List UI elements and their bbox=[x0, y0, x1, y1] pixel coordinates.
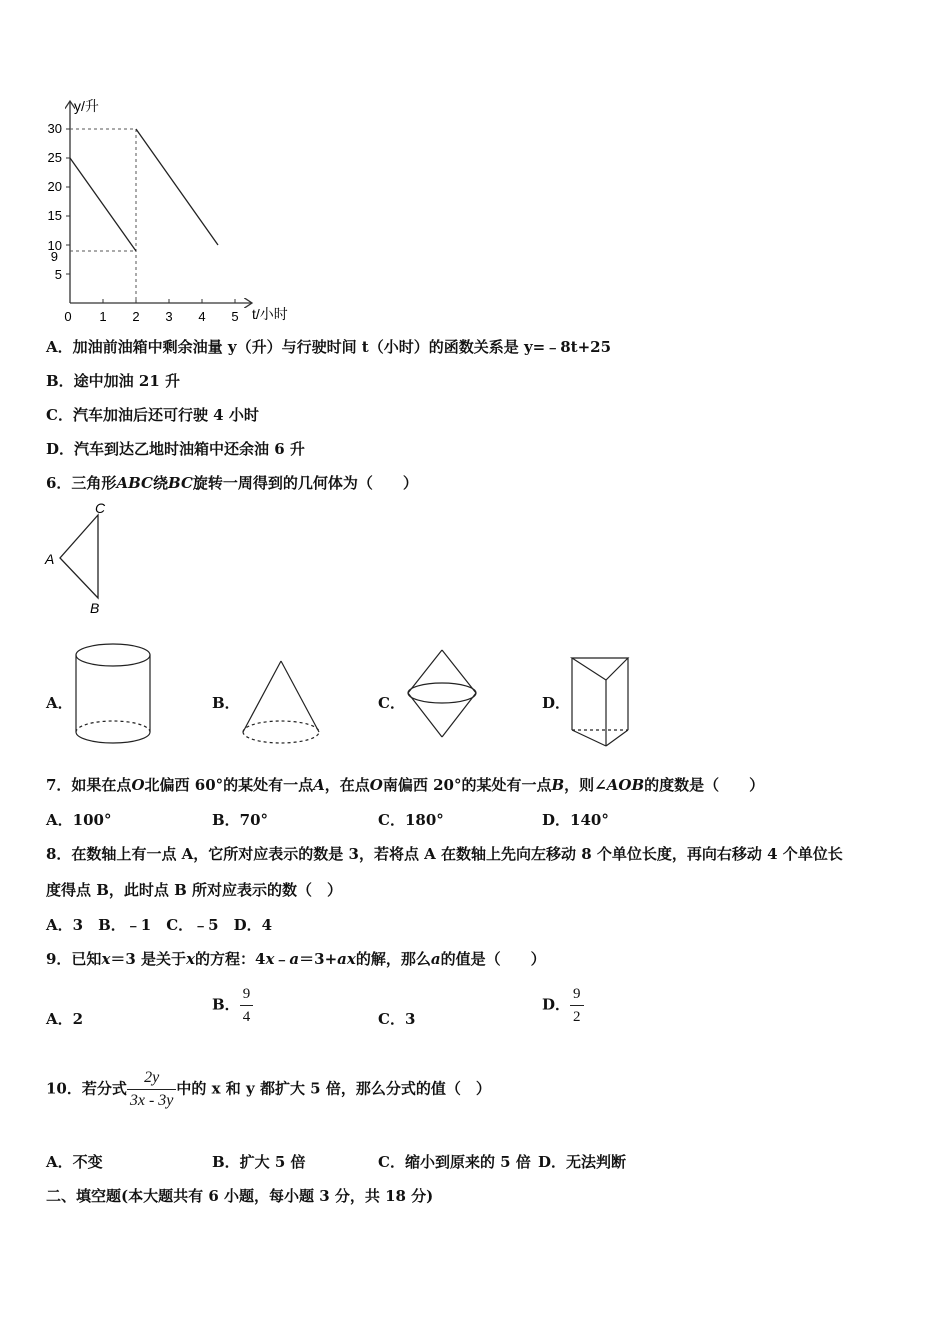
q9-stem: 9．已知x＝3 是关于x的方程：4x﹣a＝3+ax的解，那么a的值是（ ） bbox=[46, 950, 546, 968]
double-cone-figure bbox=[400, 645, 490, 745]
q9-option-c: C．3 bbox=[378, 1010, 416, 1028]
q6-option-a-label: A． bbox=[46, 694, 73, 712]
q10-stem: 10．若分式 $\frac{2y}{3x - 3y}$ 中的 x 和 y 都扩大 5 倍，那么分式的值（ ） bbox=[46, 1067, 491, 1112]
y-tick: 5 bbox=[54, 267, 62, 282]
q7-stem: 7．如果在点O北偏西 60°的某处有一点A，在点O南偏西 20°的某处有一点B，则∠AOB的度数是（ ） bbox=[46, 776, 765, 794]
x-tick: 1 bbox=[99, 309, 107, 324]
prism-figure bbox=[562, 648, 642, 758]
q6-stem: 6．三角形ABC绕BC旋转一周得到的几何体为（ ） bbox=[46, 474, 418, 492]
q10-option-a: A．不变 bbox=[46, 1153, 103, 1171]
q10-option-d: D．无法判断 bbox=[538, 1153, 627, 1171]
x-tick: 4 bbox=[198, 309, 206, 324]
q5-option-b: B．途中加油 21 升 bbox=[46, 372, 180, 390]
x-tick: 2 bbox=[132, 309, 140, 324]
q7-option-a: A．100° bbox=[46, 811, 112, 829]
q6-option-d-label: D． bbox=[542, 694, 571, 712]
segment-before-refuel bbox=[70, 158, 136, 251]
x-tick: 3 bbox=[165, 309, 173, 324]
x-tick: 5 bbox=[231, 309, 239, 324]
q5-option-c: C．汽车加油后还可行驶 4 小时 bbox=[46, 406, 259, 424]
x-tick: 0 bbox=[64, 309, 72, 324]
fraction: $\frac{2y}{3x - 3y}$ bbox=[127, 1067, 177, 1112]
fuel-graph bbox=[30, 95, 350, 325]
y-tick: 30 bbox=[47, 121, 62, 136]
y-tick: 25 bbox=[47, 150, 62, 165]
q8-stem-line2: 度得点 B，此时点 B 所对应表示的数（ ） bbox=[46, 881, 343, 899]
fraction: $\frac{9}{4}$ bbox=[240, 983, 254, 1028]
q9-option-a: A．2 bbox=[46, 1010, 84, 1028]
q10-option-c: C．缩小到原来的 5 倍 bbox=[378, 1153, 531, 1171]
fraction: $\frac{9}{2}$ bbox=[570, 983, 584, 1028]
q9-option-b: B． $\frac{9}{4}$ bbox=[212, 983, 253, 1028]
section-2-heading: 二、填空题(本大题共有 6 小题，每小题 3 分，共 18 分) bbox=[46, 1187, 434, 1205]
svg-text:B: B bbox=[90, 600, 100, 616]
y-tick: 9 bbox=[50, 249, 58, 264]
y-tick: 15 bbox=[47, 208, 62, 223]
x-axis-label: t/小时 bbox=[252, 306, 288, 322]
segment-after-refuel bbox=[136, 129, 218, 245]
svg-text:A: A bbox=[45, 551, 55, 567]
q5-option-a: A．加油前油箱中剩余油量 y（升）与行驶时间 t（小时）的函数关系是 y=﹣8t+25 bbox=[46, 338, 612, 356]
q7-option-b: B．70° bbox=[212, 811, 269, 829]
y-tick: 20 bbox=[47, 179, 62, 194]
y-axis-label: y/升 bbox=[74, 98, 99, 114]
cylinder-figure bbox=[70, 638, 160, 753]
y-tick: 10 bbox=[47, 238, 62, 253]
q7-option-d: D．140° bbox=[542, 811, 609, 829]
q7-option-c: C．180° bbox=[378, 811, 444, 829]
q10-option-b: B．扩大 5 倍 bbox=[212, 1153, 306, 1171]
q6-option-c-label: C． bbox=[378, 694, 405, 712]
q8-stem-line1: 8．在数轴上有一点 A，它所对应表示的数是 3，若将点 A 在数轴上先向左移动 8 个单位长度，再向右移动 4 个单位长 bbox=[46, 845, 843, 863]
q9-option-d: D． $\frac{9}{2}$ bbox=[542, 983, 584, 1028]
cone-figure bbox=[236, 655, 326, 770]
q5-option-d: D．汽车到达乙地时油箱中还余油 6 升 bbox=[46, 440, 305, 458]
triangle-abc-figure bbox=[40, 500, 120, 620]
svg-text:C: C bbox=[95, 500, 106, 516]
q6-option-b-label: B． bbox=[212, 694, 240, 712]
q8-options: A．3 B．﹣1 C．﹣5 D．4 bbox=[46, 916, 273, 934]
